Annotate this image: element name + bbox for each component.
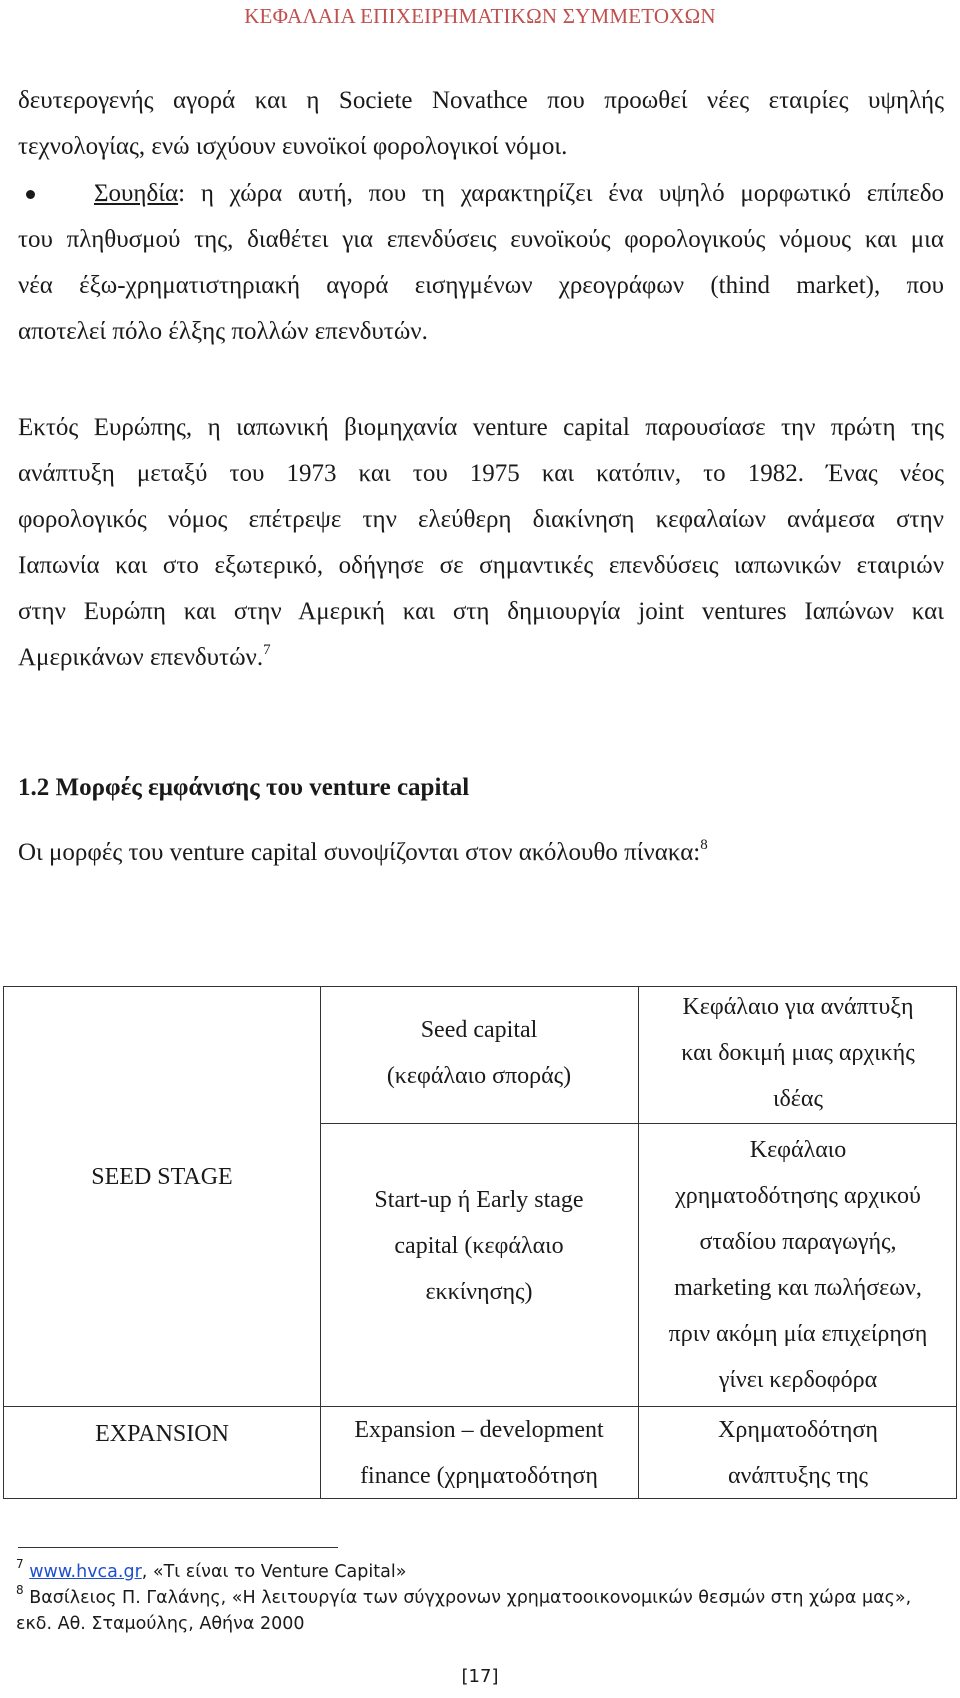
text-line: Ιαπωνία και στο εξωτερικό, οδήγησε σε σημαντικές επενδύσεις ιαπωνικών εταιριών xyxy=(18,552,944,579)
footnote-8 xyxy=(16,1585,946,1637)
page-number: [17] xyxy=(461,1666,499,1687)
table-cell-form xyxy=(320,1407,638,1499)
footnote-ref: 8 xyxy=(700,837,708,853)
table-cell-form xyxy=(320,1177,638,1315)
table-cell-description xyxy=(638,1127,958,1403)
footnote-text: , «Τι είναι το Venture Capital» xyxy=(141,1562,407,1582)
footnote-number: 8 xyxy=(16,1583,24,1597)
cell-line: ανάπτυξης της xyxy=(727,1463,869,1489)
text-line: φορολογικός νόμος επέτρεψε την ελεύθερη διακίνηση κεφαλαίων ανάμεσα στην xyxy=(18,506,944,533)
running-header: ΚΕΦΑΛΑΙΑ ΕΠΙΧΕΙΡΗΜΑΤΙΚΩΝ ΣΥΜΜΕΤΟΧΩΝ xyxy=(244,4,716,28)
cell-line: ιδέας xyxy=(773,1086,823,1112)
footnote-7 xyxy=(16,1559,406,1585)
table-cell-stage xyxy=(4,1154,320,1200)
text-line: τεχνολογίας, ενώ ισχύουν ευνοϊκοί φορολογικοί νόμοι. xyxy=(18,133,568,160)
text-line: δευτερογενής αγορά και η Societe Novathce που προωθεί νέες εταιρίες υψηλής xyxy=(18,87,944,114)
cell-line: και δοκιμή μιας αρχικής xyxy=(681,1040,915,1066)
footnote-ref: 7 xyxy=(263,642,271,658)
cell-line: Expansion – development xyxy=(354,1417,604,1443)
cell-line: capital (κεφάλαιο xyxy=(394,1233,564,1259)
venture-capital-forms-table xyxy=(3,986,957,1499)
paragraph-continuation xyxy=(18,78,944,170)
cell-line: εκκίνησης) xyxy=(425,1279,533,1305)
text-line: στην Ευρώπη και στην Αμερική και στη δημιουργία joint ventures Ιαπώνων και xyxy=(18,598,944,625)
footnote-separator xyxy=(18,1547,338,1548)
table-cell-form xyxy=(320,1007,638,1099)
cell-line: Start-up ή Early stage xyxy=(374,1187,584,1213)
text-line: του πληθυσμού της, διαθέτει για επενδύσεις ευνοϊκούς φορολογικούς νόμους και μια xyxy=(18,226,944,253)
intro-sentence xyxy=(18,839,708,867)
cell-line: Χρηματοδότηση xyxy=(718,1417,878,1443)
text-line: νέα έξω-χρηματιστηριακή αγορά εισηγμένων χρεογράφων (thind market), που xyxy=(18,272,944,299)
footnote-number: 7 xyxy=(16,1557,24,1571)
text-line: Εκτός Ευρώπης, η ιαπωνική βιομηχανία venture capital παρουσίασε την πρώτη της xyxy=(18,414,944,441)
cell-line: finance (χρηματοδότηση xyxy=(360,1463,598,1489)
cell-line: σταδίου παραγωγής, xyxy=(699,1229,897,1255)
cell-line: γίνει κερδοφόρα xyxy=(718,1367,878,1393)
cell-line: Seed capital xyxy=(420,1017,538,1043)
table-cell-description xyxy=(638,984,958,1122)
text-line xyxy=(18,635,944,681)
cell-line: Κεφάλαιο για ανάπτυξη xyxy=(682,994,914,1020)
table-cell-description xyxy=(638,1407,958,1499)
paragraph-japan xyxy=(18,405,944,681)
text-line: ανάπτυξη μεταξύ του 1973 και του 1975 και κατόπιν, το 1982. Ένας νέος xyxy=(18,460,944,487)
cell-line: Κεφάλαιο xyxy=(749,1137,847,1163)
text-fragment: Οι μορφές του venture capital συνοψίζονται στον ακόλουθο πίνακα: xyxy=(18,839,701,866)
cell-line: πριν ακόμη μία επιχείρηση xyxy=(668,1321,928,1347)
text-fragment: Αμερικάνων επενδυτών. xyxy=(18,644,264,671)
footnote-text: Βασίλειος Π. Γαλάνης, «Η λειτουργία των σύγχρονων χρηματοοικονομικών θεσμών στη χώρα μας», εκδ. Αθ. Σταμούλης, Αθήνα 2000 xyxy=(16,1588,912,1634)
cell-line: marketing και πωλήσεων, xyxy=(674,1275,922,1301)
cell-line: EXPANSION xyxy=(95,1421,229,1447)
text-line xyxy=(18,171,944,217)
text-fragment: : η χώρα αυτή, που τη χαρακτηρίζει ένα υψηλό μορφωτικό επίπεδο xyxy=(178,180,944,207)
cell-line: χρηματοδότησης αρχικού xyxy=(675,1183,921,1209)
country-term: Σουηδία xyxy=(94,180,179,207)
cell-line: (κεφάλαιο σποράς) xyxy=(386,1063,572,1089)
section-heading: 1.2 Μορφές εμφάνισης του venture capital xyxy=(18,774,470,801)
table-cell-stage xyxy=(4,1411,320,1457)
footnote-link[interactable]: www.hvca.gr xyxy=(29,1562,142,1582)
bullet-item-sweden xyxy=(18,171,944,355)
cell-line: SEED STAGE xyxy=(91,1164,233,1190)
table-divider xyxy=(320,1123,956,1124)
bullet-icon xyxy=(26,190,35,199)
text-line: αποτελεί πόλο έλξης πολλών επενδυτών. xyxy=(18,318,428,345)
